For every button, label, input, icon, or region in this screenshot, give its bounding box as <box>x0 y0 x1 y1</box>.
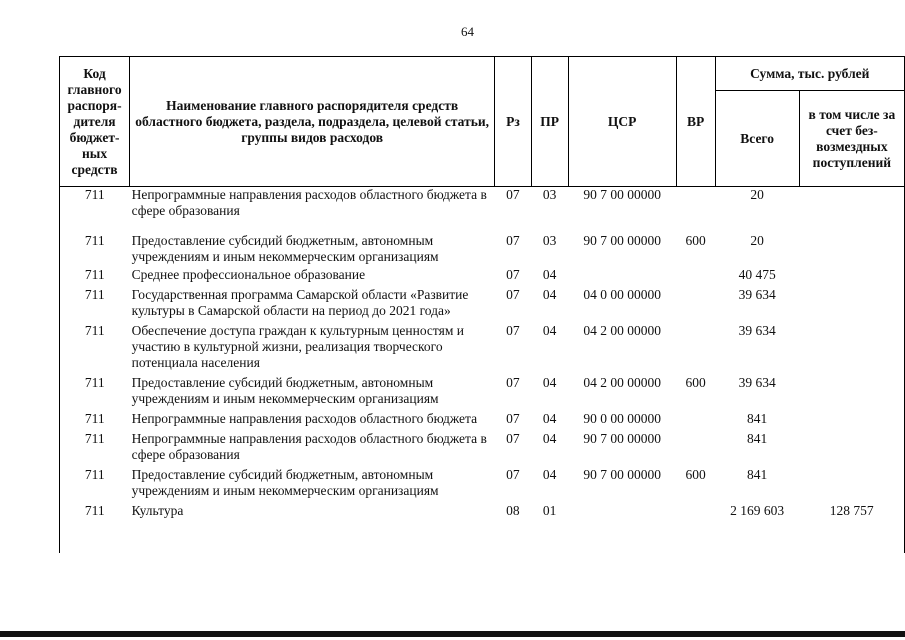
bottom-rule <box>0 631 905 637</box>
row-code: 711 <box>60 319 130 371</box>
row-free <box>799 463 904 499</box>
row-name: Непрограммные направления расходов областного бюджета в сфере образования <box>131 187 487 218</box>
row-vr <box>676 187 715 220</box>
row-csr: 04 2 00 00000 <box>583 375 661 390</box>
row-code: 711 <box>60 499 130 553</box>
row-free <box>799 319 904 371</box>
row-pr: 04 <box>542 411 557 426</box>
row-vr <box>676 319 715 371</box>
row-total: 39 634 <box>738 375 776 390</box>
header-pr: ПР <box>531 57 568 187</box>
header-sum: Сумма, тыс. рублей <box>715 57 904 91</box>
row-code: 711 <box>60 407 130 427</box>
row-csr: 90 7 00 00000 <box>583 233 661 248</box>
row-rz: 07 <box>506 187 520 202</box>
row-rz: 07 <box>506 431 520 446</box>
row-code: 711 <box>60 427 130 463</box>
row-free <box>799 371 904 407</box>
row-csr: 04 0 00 00000 <box>583 287 661 302</box>
row-vr: 600 <box>685 375 706 390</box>
row-vr <box>676 499 715 553</box>
header-name: Наименование главного распорядителя средств областного бюджета, раздела, подраздела, целевой статьи, группы видов расходов <box>130 57 495 187</box>
row-vr <box>676 265 715 283</box>
row-vr <box>676 427 715 463</box>
row-pr: 04 <box>542 323 557 338</box>
row-name: Среднее профессиональное образование <box>131 267 366 282</box>
row-pr: 03 <box>542 187 557 202</box>
row-code: 711 <box>60 371 130 407</box>
row-name: Государственная программа Самарской области «Развитие культуры в Самарской области на период до 2021 года» <box>131 287 469 318</box>
table-row <box>60 319 905 371</box>
header-vr: ВР <box>676 57 715 187</box>
row-code: 711 <box>60 283 130 319</box>
table-row <box>60 219 905 265</box>
row-free <box>799 283 904 319</box>
row-vr <box>676 407 715 427</box>
row-code: 711 <box>60 219 130 265</box>
row-name: Культура <box>131 503 184 518</box>
table-body <box>60 187 905 554</box>
row-code: 711 <box>60 463 130 499</box>
row-total: 39 634 <box>738 287 776 302</box>
budget-table <box>59 56 905 553</box>
row-pr: 04 <box>542 267 557 282</box>
row-csr <box>568 499 676 553</box>
header-csr: ЦСР <box>568 57 676 187</box>
row-pr: 04 <box>542 375 557 390</box>
table-row <box>60 463 905 499</box>
table-row <box>60 407 905 427</box>
page-number: 64 <box>461 24 474 39</box>
row-vr <box>676 283 715 319</box>
row-vr: 600 <box>685 467 706 482</box>
row-total: 841 <box>747 431 768 446</box>
header-free: в том числе за счет без-возмездных поступлений <box>799 91 904 187</box>
row-name: Непрограммные направления расходов областного бюджета <box>131 411 478 426</box>
row-rz: 07 <box>506 323 520 338</box>
table-header <box>60 57 905 187</box>
row-pr: 04 <box>542 431 557 446</box>
row-free: 128 757 <box>799 499 904 553</box>
row-name: Предоставление субсидий бюджетным, автономным учреждениям и иным некоммерческим организациям <box>131 467 439 498</box>
table-row <box>60 283 905 319</box>
row-name: Предоставление субсидий бюджетным, автономным учреждениям и иным некоммерческим организациям <box>131 375 439 406</box>
table-row <box>60 427 905 463</box>
row-rz: 07 <box>506 375 520 390</box>
row-free <box>799 219 904 265</box>
row-code: 711 <box>60 265 130 283</box>
row-free <box>799 407 904 427</box>
row-pr: 04 <box>542 287 557 302</box>
row-total: 841 <box>747 411 768 426</box>
table-row <box>60 371 905 407</box>
row-csr: 90 7 00 00000 <box>583 431 661 446</box>
row-pr: 03 <box>542 233 557 248</box>
row-free <box>799 187 904 220</box>
row-csr: 90 7 00 00000 <box>583 187 661 202</box>
header-rz: Рз <box>495 57 532 187</box>
row-rz: 07 <box>506 233 520 248</box>
row-total: 20 <box>750 187 764 202</box>
row-total: 39 634 <box>738 323 776 338</box>
row-total: 841 <box>747 467 768 482</box>
row-code: 711 <box>60 187 130 220</box>
row-total: 20 <box>750 233 764 248</box>
row-pr: 04 <box>542 467 557 482</box>
row-rz: 07 <box>506 411 520 426</box>
row-total: 2 169 603 <box>730 503 785 518</box>
row-csr: 90 7 00 00000 <box>583 467 661 482</box>
row-rz: 08 <box>506 503 520 518</box>
row-vr: 600 <box>685 233 706 248</box>
table-row <box>60 265 905 283</box>
row-csr: 90 0 00 00000 <box>583 411 661 426</box>
row-name: Предоставление субсидий бюджетным, автономным учреждениям и иным некоммерческим организациям <box>131 233 439 264</box>
row-rz: 07 <box>506 267 520 282</box>
row-pr: 01 <box>542 503 557 518</box>
header-code: Код главного распоря-дителя бюджет-ных средств <box>60 57 130 187</box>
row-name: Обеспечение доступа граждан к культурным ценностям и участию в культурной жизни, реализация творческого потенциала населения <box>131 323 464 370</box>
row-rz: 07 <box>506 287 520 302</box>
table-row <box>60 499 905 553</box>
row-rz: 07 <box>506 467 520 482</box>
row-csr <box>568 265 676 283</box>
header-total: Всего <box>715 91 799 187</box>
table-row <box>60 187 905 220</box>
row-free <box>799 427 904 463</box>
row-free <box>799 265 904 283</box>
row-name: Непрограммные направления расходов областного бюджета в сфере образования <box>131 431 487 462</box>
row-total: 40 475 <box>738 267 776 282</box>
row-csr: 04 2 00 00000 <box>583 323 661 338</box>
